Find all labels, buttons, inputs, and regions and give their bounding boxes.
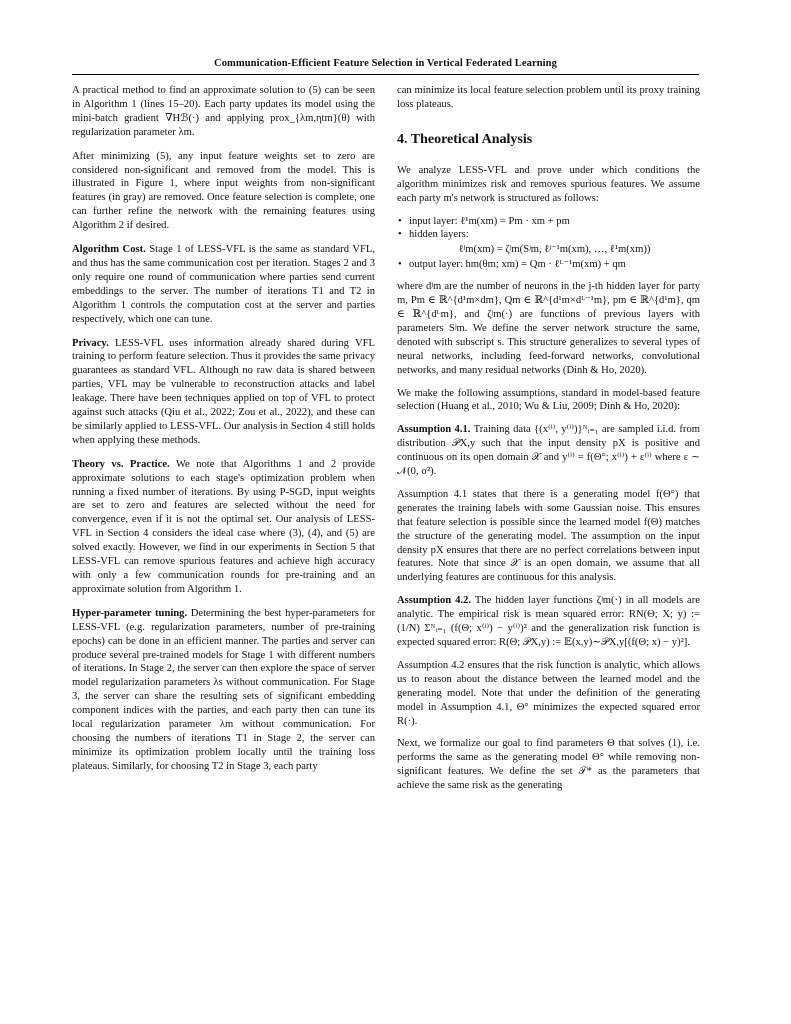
bullet-input-layer: • input layer: ℓ¹m(xm) = Pm · xm + pm (397, 215, 700, 229)
assumption-text: The hidden layer functions ζʲm(·) in all models are analytic. The empirical risk is mean squared error: RN(Θ; X; y) := (1/N) Σᴺᵢ₌₁ (f(Θ; x⁽ⁱ⁾) − y⁽ⁱ⁾)² and the generalization risk function is expected squared error: R(Θ; 𝒫X,y) := 𝔼(x,y)∼𝒫X,y[(f(Θ; x) − y)²]. (397, 595, 700, 648)
paragraph-algorithm-cost (72, 243, 375, 326)
section-heading: 4. Theoretical Analysis (397, 131, 533, 147)
assumption-label: Assumption 4.2. (397, 595, 472, 607)
paragraph-text: Determining the best hyper-parameters for LESS-VFL (e.g. regularization parameters, number of pre-training epochs) can be done in an efficient manner. The parties and server can produce several pre-trained models for Stage 1 with different numbers of iterations. In Stage 2, the server can then explore the space of server model regularization parameters λs without communication. For Stage 3, the server can share the resulting sets of significant embedding component indices with the parties, and each party then can tune its local regularization parameter λm without communication. For choosing the numbers of iterations T1 in Stage 2, the server can minimize its optimization problem locally until the training loss plateaus. Similarly, for choosing T2 in Stage 3, each party (72, 607, 375, 772)
paragraph-hyperparameter-tuning (72, 607, 375, 774)
bullet-hidden-layers (397, 228, 700, 257)
paragraph-continuation: can minimize its local feature selection problem until its proxy training loss plateaus. (397, 85, 700, 110)
paragraph-text: LESS-VFL uses information already shared during VFL training to perform feature selection. Thus it provides the same privacy guarantees as standard VFL. Although no raw data is shared between parties, VFL may be vulnerable to reconstruction attacks and label leakage. There have been techniques applied on top of VFL to protect against such attacks (Qiu et al., 2022; Zou et al., 2022), and these can be similarly applied to LESS-VFL. Our analysis in Section 4 still holds when applying these methods. (72, 337, 375, 446)
hidden-layer-equation: ℓʲm(xm) = ζʲm(Sʲm, ℓʲ⁻¹m(xm), …, ℓ¹m(xm)) (458, 244, 651, 256)
hidden-layers-label: hidden layers: (409, 229, 469, 241)
run-in-heading: Privacy. (72, 337, 109, 349)
paragraph-text: Stage 1 of LESS-VFL is the same as standard VFL, and thus has the same communication cost per iteration. Stages 2 and 3 only require one round of communication where parties send current embeddings to the server. The number of iterations T1 and T2 in Algorithm 1 controls the computation cost at the server and parties respectively, which one can tune. (72, 244, 375, 325)
paragraph-assumptions-intro: We make the following assumptions, standard in model-based feature selection (Huang et al., 2010; Wu & Liu, 2009; Dinh & Ho, 2020): (397, 387, 700, 413)
bullet-output-layer: • output layer: hm(θm; xm) = Qm · ℓᴸ⁻¹m(xm) + qm (397, 258, 700, 272)
layer-list (397, 215, 700, 273)
assumption-4-1 (397, 423, 700, 479)
paragraph-theory-vs-practice (72, 458, 375, 597)
paragraph-after-minimizing: After minimizing (5), any input feature weights set to zero are considered non-significant and removed from the model. This is illustrated in Figure 1, where input weights from non-significant features (in gray) are removed. Once feature selection is complete, one can further refine the network with the remaining features using Algorithm 2 if desired. (72, 150, 375, 232)
run-in-heading: Theory vs. Practice. (72, 458, 170, 470)
paragraph-layer-definitions: where dʲm are the number of neurons in the j-th hidden layer for party m, Pm ∈ ℝ^{d¹m×dm}, Qm ∈ ℝ^{d¹m×dᴸ⁻¹m}, pm ∈ ℝ^{d¹m}, qm ∈ ℝ^{dᴸm}, and ζʲm(·) are functions of previous layers with parameters Sʲm. We define the server network structure the same, denoted with subscript s. This structure generalizes to several types of neural networks, including feed-forward networks, convolutional networks, and many residual networks (Dinh & Ho, 2020). (397, 281, 700, 376)
paragraph-assumption-4-1-discussion: Assumption 4.1 states that there is a generating model f(Θ°) that generates the training labels with some Gaussian noise. This ensures that feature selection is possible since the learned model f(Θ) matches the structure of the generating model. The assumption on the input density pX ensures that there are no perfect correlations between input features. Note that since 𝒳 is an open domain, we assume that all underlying features are continuous for this analysis. (397, 488, 700, 584)
paragraph-goal: Next, we formalize our goal to find parameters Θ that solves (1), i.e. performs the same as the generating model Θ° while removing non-significant features. We define the set 𝒯* as the parameters that achieve the same risk as the generating (397, 738, 700, 792)
paragraph-text: We note that Algorithms 1 and 2 provide approximate solutions to each stage's optimization problem when running a fixed number of iterations. By using P-SGD, input weights are set to zero and features are selected without the need for convergence, even if it is not the optimal set. Our analysis of LESS-VFL in Section 4 considers the ideal case where (3), (4), and (5) are solved exactly. However, we find in our experiments in Section 5 that LESS-VFL can remove spurious features and achieve high accuracy with only a few communication rounds for pre-training and an approximate solution from Algorithm 1. (72, 458, 375, 595)
header-rule (72, 74, 699, 75)
paragraph-privacy (72, 337, 375, 448)
assumption-text: Training data {(x⁽ⁱ⁾, y⁽ⁱ⁾)}ᴺᵢ₌₁ are sampled i.i.d. from distribution 𝒫X,y such that the input density pX is positive and continuous on its open domain 𝒳 and y⁽ⁱ⁾ = f(Θ°; x⁽ⁱ⁾) + ε⁽ⁱ⁾ where ε ∼ 𝒩(0, σ²). (397, 424, 700, 478)
paragraph-assumption-4-2-discussion: Assumption 4.2 ensures that the risk function is analytic, which allows us to reason about the distance between the learned model and the generating model. Note that under the definition of the generating model in Assumption 4.1, Θ° minimizes the expected squared error R(·). (397, 659, 700, 727)
running-title: Communication-Efficient Feature Selection in Vertical Federated Learning (214, 58, 557, 69)
run-in-heading: Hyper-parameter tuning. (72, 607, 188, 619)
assumption-4-2 (397, 594, 700, 650)
right-column (397, 84, 700, 802)
run-in-heading: Algorithm Cost. (72, 244, 146, 256)
assumption-label: Assumption 4.1. (397, 424, 471, 436)
left-column (72, 84, 375, 784)
paragraph-intro: We analyze LESS-VFL and prove under which conditions the algorithm minimizes risk and removes spurious features. We assume each party m's network is structured as follows: (397, 164, 700, 204)
paragraph-prox-method: A practical method to find an approximate solution to (5) can be seen in Algorithm 1 (lines 15–20). Each party updates its model using the mini-batch gradient ∇Hℬ(·) and applying prox_{λm,ηtm}(θ) with regularization parameter λm. (72, 85, 375, 138)
